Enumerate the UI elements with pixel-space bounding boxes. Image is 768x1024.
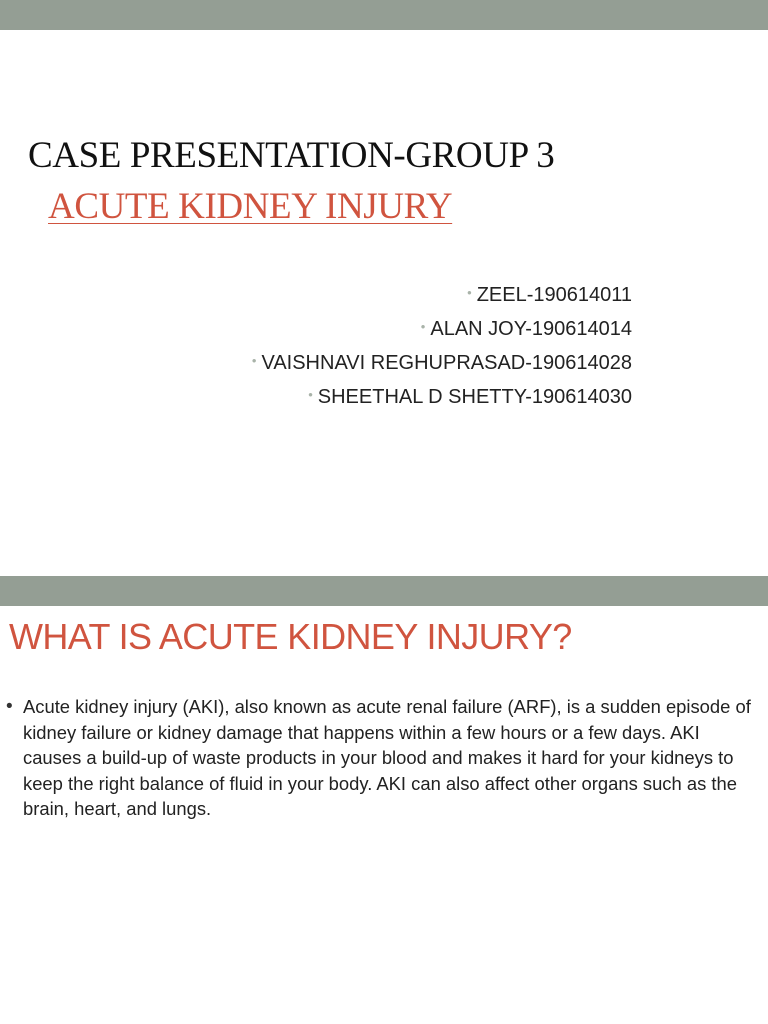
slide-header-bar (0, 0, 768, 30)
member-name: ALAN JOY-190614014 (430, 318, 632, 340)
slide-header-bar (0, 576, 768, 606)
member-name: VAISHNAVI REGHUPRASAD-190614028 (261, 352, 632, 374)
member-name: SHEETHAL D SHETTY-190614030 (317, 386, 632, 408)
bullet-icon: • (467, 285, 472, 300)
member-item (252, 311, 632, 345)
bullet-icon: • (6, 696, 13, 717)
member-item (252, 379, 632, 413)
bullet-icon: • (251, 353, 257, 368)
presentation-subtitle: ACUTE KIDNEY INJURY (48, 186, 453, 227)
member-item (252, 277, 632, 311)
group-members-list (252, 277, 632, 413)
slide-definition (0, 576, 768, 1024)
presentation-title: CASE PRESENTATION-GROUP 3 (28, 135, 555, 176)
bullet-icon: • (308, 387, 313, 402)
member-item (252, 345, 632, 379)
definition-text: Acute kidney injury (AKI), also known as acute renal failure (ARF), is a sudden episode of kidney failure or kidney damage that happens within a few hours or a few days. AKI causes a build-up of waste products in your blood and makes it hard for your kidneys to keep the right balance of fluid in your body. AKI can also affect other organs such as the brain, heart, and lungs. (23, 696, 751, 819)
bullet-icon: • (420, 319, 426, 334)
slide-heading: WHAT IS ACUTE KIDNEY INJURY? (9, 616, 572, 657)
member-name: ZEEL-190614011 (476, 284, 632, 306)
